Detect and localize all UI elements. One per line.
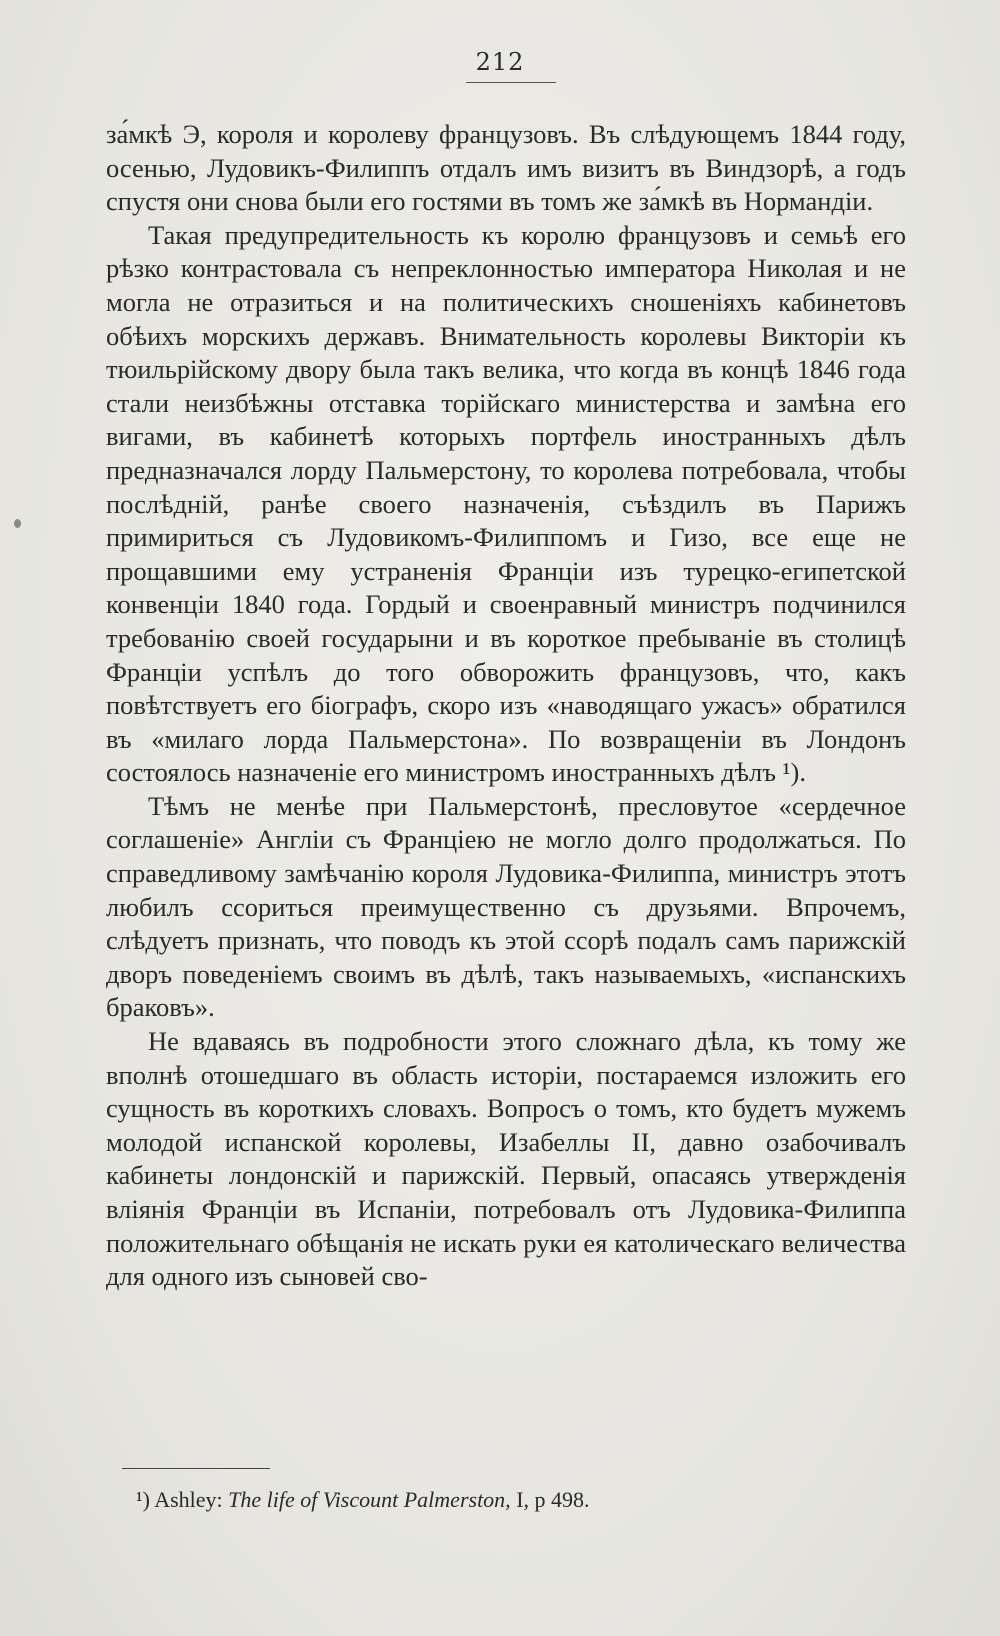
page-blemish [14,519,21,528]
paragraph-3: Тѣмъ не менѣе при Пальмерстонѣ, пресловутое «сердечное соглашеніе» Англіи съ Франціею не могло долго продолжаться. По справедливому замѣчанію короля Лудовика-Филиппа, министръ этотъ любилъ ссориться преимущественно съ друзьями. Впрочемъ, слѣдуетъ признать, что поводъ къ этой ссорѣ подалъ самъ парижскій дворъ поведеніемъ своимъ въ дѣлѣ, такъ называемыхъ, «испанскихъ браковъ». [106,790,906,1023]
body-text [106,118,906,1294]
header-rule [466,82,556,83]
paragraph-1: за́мкѣ Э, короля и королеву французовъ. Въ слѣдующемъ 1844 году, осенью, Лудовикъ-Филиппъ отдалъ имъ визитъ въ Виндзорѣ, а годъ спустя они снова были его гостями въ томъ же за́мкѣ въ Нормандіи. [106,119,906,217]
footnote-rest: I, p 498. [516,1487,590,1512]
footnote-title: The life of Viscount Palmerston, [228,1487,511,1512]
footnote-author: Ashley: [154,1487,223,1512]
paragraph-4: Не вдаваясь въ подробности этого сложнаго дѣла, къ тому же вполнѣ отошедшаго въ область исторіи, постараемся изложить его сущность въ короткихъ словахъ. Вопросъ о томъ, кто будетъ мужемъ молодой испанской королевы, Изабеллы II, давно озабочивалъ кабинеты лондонскій и парижскій. Первый, опасаясь утвержденія вліянія Франціи въ Испаніи, потребовалъ отъ Лудовика-Филиппа положительнаго обѣщанія не искать руки ея католическаго величества для одного изъ сыновей сво- [106,1026,906,1292]
paragraph-2: Такая предупредительность къ королю французовъ и семьѣ его рѣзко контрастовала съ непреклонностью императора Николая и не могла не отразиться и на политическихъ сношеніяхъ кабинетовъ обѣихъ морскихъ державъ. Внимательность королевы Викторіи къ тюильрійскому двору была такъ велика, что когда въ концѣ 1846 года стали неизбѣжны отставка торійскаго министерства и замѣна его вигами, въ кабинетѣ которыхъ портфель иностранныхъ дѣлъ предназначался лорду Пальмерстону, то королева потребовала, чтобы послѣдній, ранѣе своего назначенія, съѣздилъ въ Парижъ примириться съ Лудовикомъ-Филиппомъ и Гизо, все еще не прощавшими ему устраненія Франціи изъ турецко-египетской конвенціи 1840 года. Гордый и своенравный министръ подчинился требованію своей государыни и въ короткое пребываніе въ столицѣ Франціи успѣлъ до того обворожить французовъ, что, какъ повѣтствуетъ его біографъ, скоро изъ «наводящаго ужасъ» обратился въ «милаго лорда Пальмерстона». По возвращеніи въ Лондонъ состоялось назначеніе его министромъ иностранныхъ дѣлъ ¹). [106,219,906,788]
footnote-marker: ¹) [136,1487,150,1512]
footnote-rule [122,1468,270,1469]
footnote [136,1486,896,1514]
page-number: 212 [475,48,525,76]
